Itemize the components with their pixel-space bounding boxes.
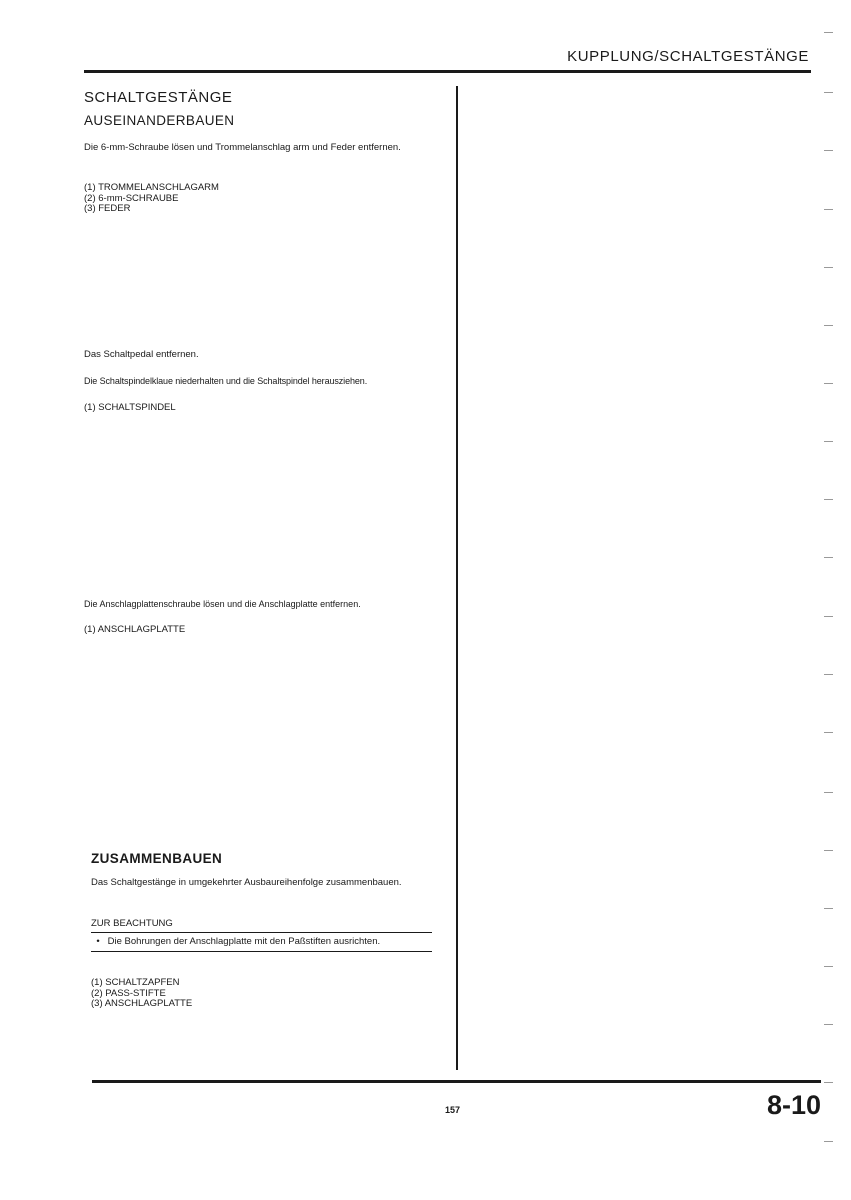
margin-tick	[824, 325, 833, 326]
legend-list-2	[84, 403, 176, 414]
assembly-heading: ZUSAMMENBAUEN	[91, 851, 223, 866]
legend-list-3	[84, 625, 185, 636]
note-rule-top	[91, 932, 432, 933]
margin-tick	[824, 732, 833, 733]
margin-tick	[824, 441, 833, 442]
margin-tick	[824, 32, 833, 33]
legend-item: (1) SCHALTSPINDEL	[84, 402, 176, 413]
margin-tick	[824, 792, 833, 793]
legend-list-4	[91, 978, 192, 1010]
margin-tick	[824, 1082, 833, 1083]
disassembly-heading: AUSEINANDERBAUEN	[84, 113, 235, 128]
legend-item: (2) 6-mm-SCHRAUBE	[84, 192, 179, 204]
note-title: ZUR BEACHTUNG	[91, 918, 173, 929]
margin-tick	[824, 557, 833, 558]
disassembly-step-2: Das Schaltpedal entfernen.	[84, 349, 199, 360]
margin-tick	[824, 908, 833, 909]
note-rule-bottom	[91, 951, 432, 952]
legend-item: (1) ANSCHLAGPLATTE	[84, 624, 186, 635]
legend-item: (3) FEDER	[84, 203, 131, 214]
margin-tick	[824, 674, 833, 675]
header-rule	[84, 70, 811, 73]
note-text: Die Bohrungen der Anschlagplatte mit den Paßstiften ausrichten.	[107, 936, 381, 947]
note-item	[91, 936, 432, 948]
legend-item: (1) SCHALTZAPFEN	[91, 977, 180, 988]
legend-list-1	[84, 183, 219, 215]
section-title: SCHALTGESTÄNGE	[84, 89, 233, 106]
margin-tick	[824, 209, 833, 210]
margin-tick	[824, 383, 833, 384]
margin-tick	[824, 267, 833, 268]
margin-tick	[824, 1141, 833, 1142]
legend-item: (2) PASS-STIFTE	[91, 987, 166, 999]
margin-tick	[824, 966, 833, 967]
running-header-title: KUPPLUNG/SCHALTGESTÄNGE	[567, 48, 809, 65]
column-divider	[456, 86, 458, 1070]
margin-tick	[824, 616, 833, 617]
margin-tick	[824, 850, 833, 851]
assembly-step-1: Das Schaltgestänge in umgekehrter Ausbaureihenfolge zusammenbauen.	[91, 877, 402, 888]
note-bullet: •	[96, 936, 100, 947]
section-number: 8-10	[766, 1090, 821, 1120]
footer-rule	[92, 1080, 821, 1083]
margin-tick	[824, 150, 833, 151]
margin-tick	[824, 1024, 833, 1025]
disassembly-step-1: Die 6-mm-Schraube lösen und Trommelanschlag arm und Feder entfernen.	[84, 142, 401, 153]
margin-tick	[824, 92, 833, 93]
legend-item: (1) TROMMELANSCHLAGARM	[84, 182, 219, 193]
disassembly-step-4: Die Anschlagplattenschraube lösen und die Anschlagplatte entfernen.	[84, 599, 361, 609]
disassembly-step-3: Die Schaltspindelklaue niederhalten und die Schaltspindel herausziehen.	[84, 376, 368, 386]
margin-tick	[824, 499, 833, 500]
page-number: 157	[445, 1105, 461, 1115]
legend-item: (3) ANSCHLAGPLATTE	[91, 998, 193, 1009]
